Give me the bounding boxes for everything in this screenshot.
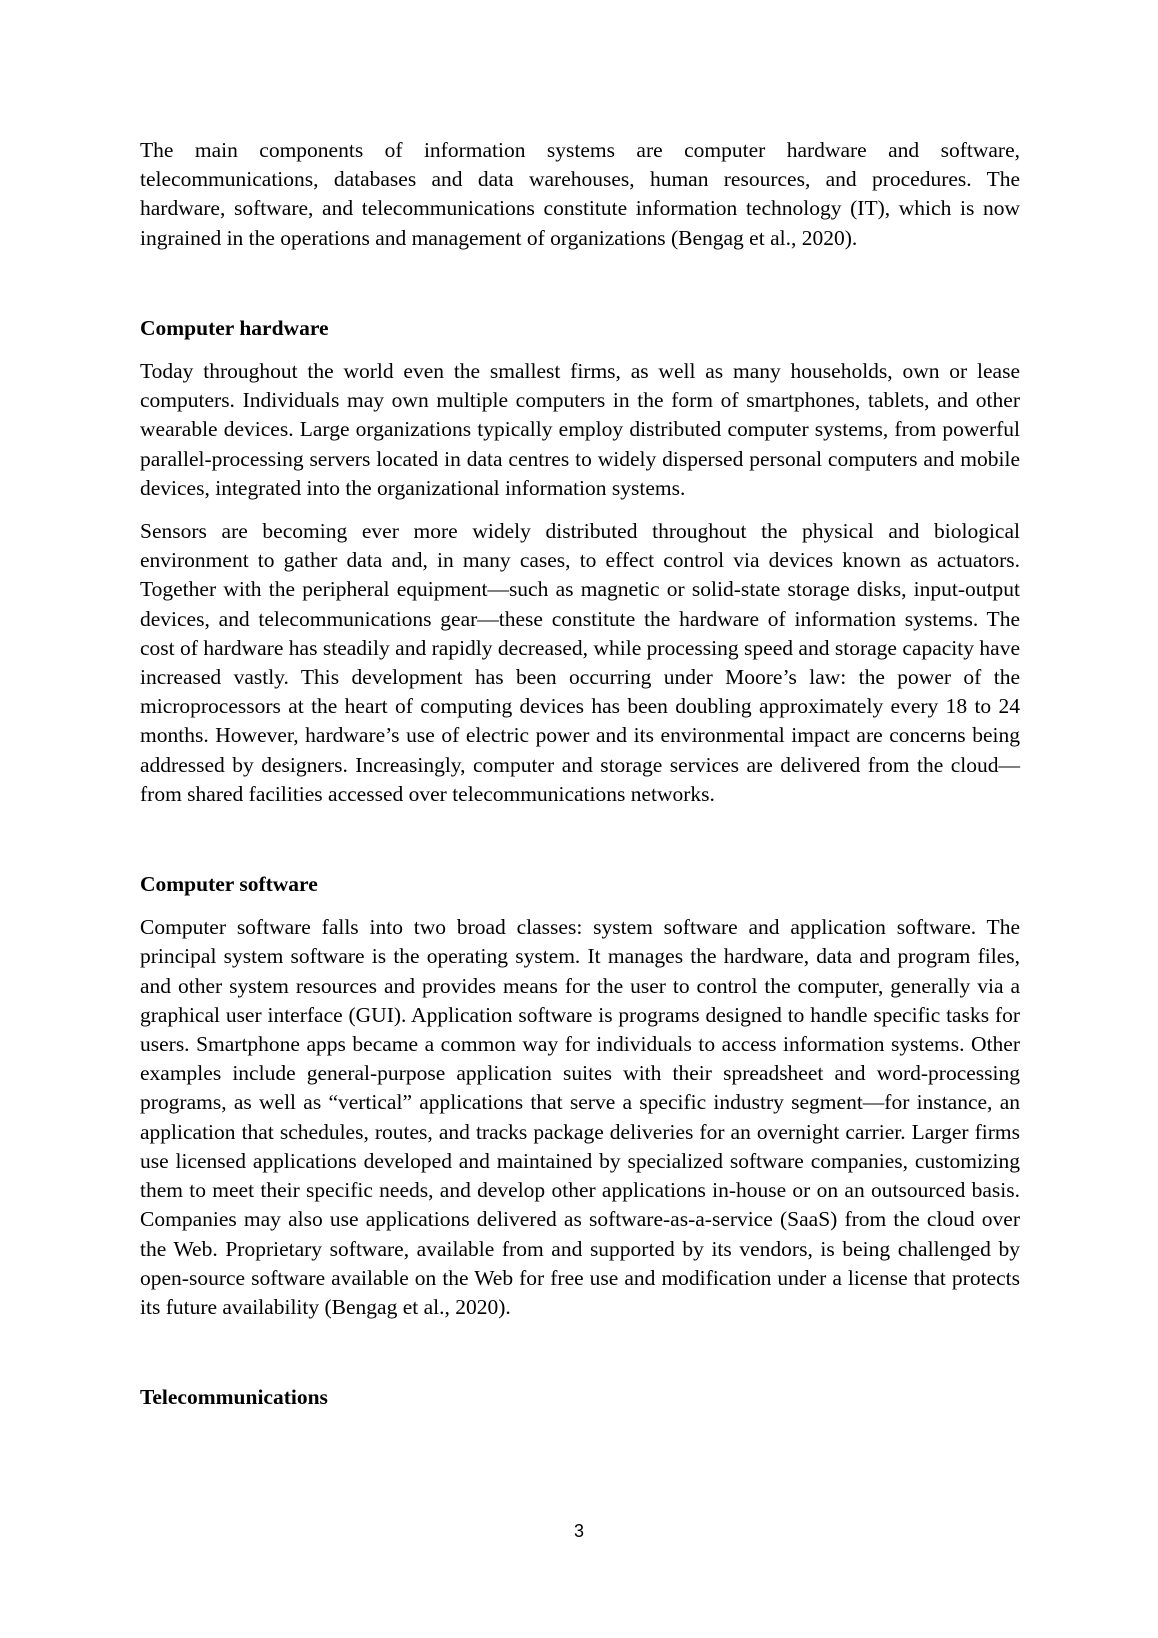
hardware-paragraph-1: Today throughout the world even the smallest firms, as well as many households, own or lease computers. Individuals may own multiple computers in the form of smartphones, tablets, and other wearable devices. Large organizations typically employ distributed computer systems, from powerful parallel-processing servers located in data centres to widely dispersed personal computers and mobile devices, integrated into the organizational information systems. [140,359,1020,500]
hardware-paragraph-2: Sensors are becoming ever more widely distributed throughout the physical and biological environment to gather data and, in many cases, to effect control via devices known as actuators. Together with the peripheral equipment—such as magnetic or solid-state storage disks, input-output devices, and telecommunications gear—these constitute the hardware of information systems. The cost of hardware has steadily and rapidly decreased, while processing speed and storage capacity have increased vastly. This development has been occurring under Moore’s law: the power of the microprocessors at the heart of computing devices has been doubling approximately every 18 to 24 months. However, hardware’s use of electric power and its environmental impact are concerns being addressed by designers. Increasingly, computer and storage services are delivered from the cloud—from shared facilities accessed over telecommunications networks. [140,519,1020,806]
section-heading-telecommunications: Telecommunications [140,1385,328,1410]
section-heading-computer-software: Computer software [140,872,318,897]
section-heading-computer-hardware: Computer hardware [140,315,329,340]
page-number: 3 [573,1521,584,1541]
software-paragraph-1: Computer software falls into two broad classes: system software and application software. The principal system software is the operating system. It manages the hardware, data and program files, and other system resources and provides means for the user to control the computer, generally via a graphical user interface (GUI). Application software is programs designed to handle specific tasks for users. Smartphone apps became a common way for individuals to access information systems. Other examples include general-purpose application suites with their spreadsheet and word-processing programs, as well as “vertical” applications that serve a specific industry segment—for instance, an application that schedules, routes, and tracks package deliveries for an overnight carrier. Larger firms use licensed applications developed and maintained by specialized software companies, customizing them to meet their specific needs, and develop other applications in-house or on an outsourced basis. Companies may also use applications delivered as software-as-a-service (SaaS) from the cloud over the Web. Proprietary software, available from and supported by its vendors, is being challenged by open-source software available on the Web for free use and modification under a license that protects its future availability (Bengag et al., 2020). [140,915,1020,1319]
intro-paragraph: The main components of information systems are computer hardware and software, telecommunications, databases and data warehouses, human resources, and procedures. The hardware, software, and telecommunications constitute information technology (IT), which is now ingrained in the operations and management of organizations (Bengag et al., 2020). [140,138,1020,250]
document-page [140,136,1020,1412]
